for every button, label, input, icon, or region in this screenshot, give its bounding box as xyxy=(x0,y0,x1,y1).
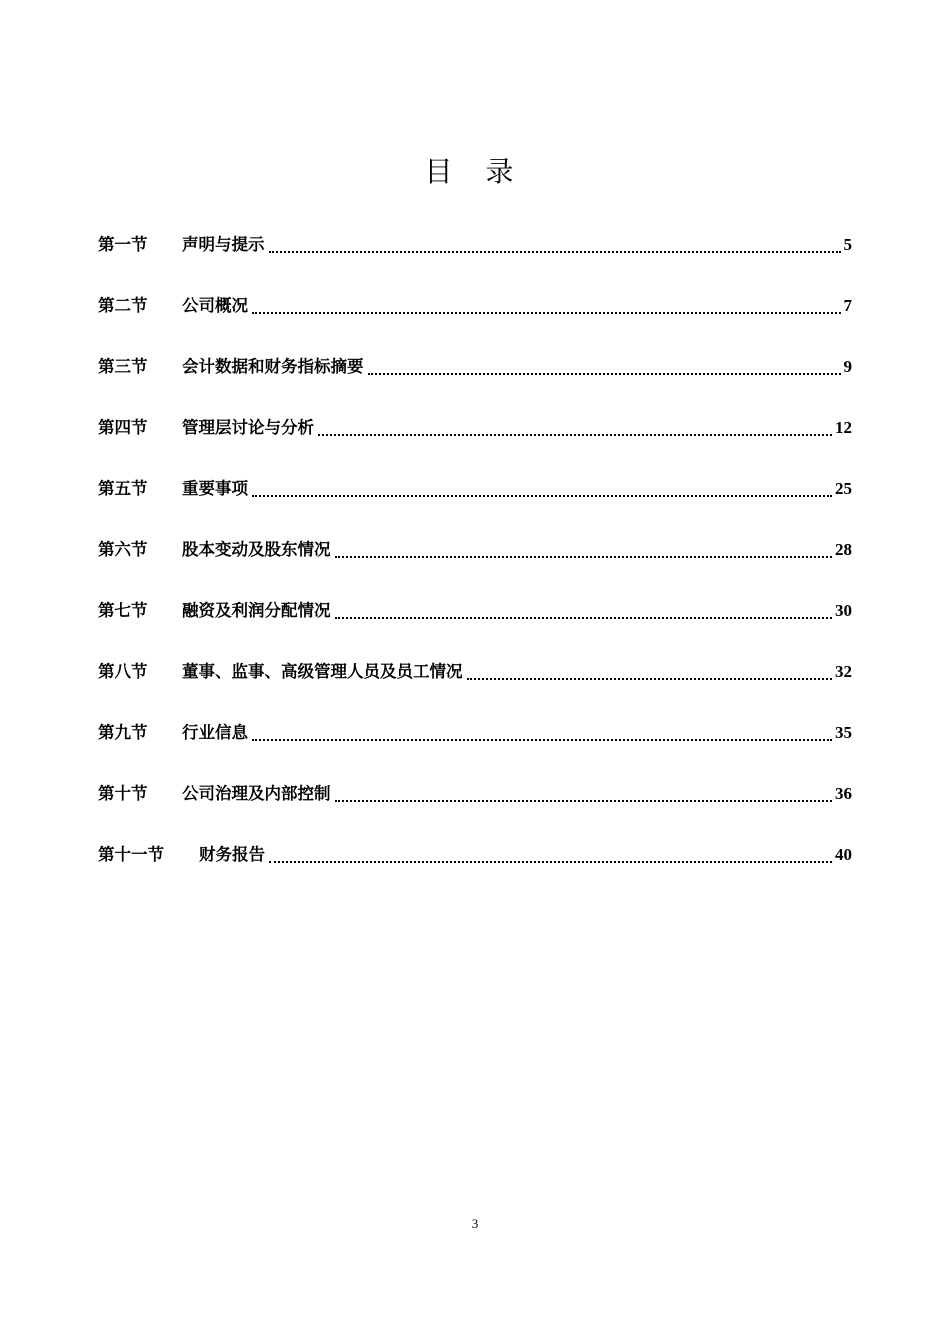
toc-section-label: 第八节 xyxy=(98,662,148,681)
toc-section-name: 声明与提示 xyxy=(182,235,265,254)
toc-section-label: 第五节 xyxy=(98,479,148,498)
toc-section-label: 第七节 xyxy=(98,601,148,620)
toc-section-name: 公司概况 xyxy=(182,296,248,315)
toc-entry[interactable] xyxy=(98,350,852,411)
toc-dot-leader xyxy=(335,594,833,628)
toc-dot-leader xyxy=(368,350,841,384)
toc-dot-leader xyxy=(269,838,832,872)
toc-page-number: 28 xyxy=(835,540,852,559)
toc-title: 目 录 xyxy=(424,155,526,188)
toc-page-number: 12 xyxy=(835,418,852,437)
toc-entry[interactable] xyxy=(98,594,852,655)
toc-dot-leader xyxy=(335,777,833,811)
toc-dot-leader xyxy=(269,228,841,262)
toc-entry[interactable] xyxy=(98,289,852,350)
toc-entry[interactable] xyxy=(98,655,852,716)
toc-page-number: 30 xyxy=(835,601,852,620)
toc-section-label: 第十节 xyxy=(98,784,148,803)
toc-dot-leader xyxy=(467,655,833,689)
toc-section-name: 会计数据和财务指标摘要 xyxy=(182,357,364,376)
toc-page-number: 40 xyxy=(835,845,852,864)
toc-section-label: 第六节 xyxy=(98,540,148,559)
toc-section-label: 第一节 xyxy=(98,235,148,254)
toc-entry[interactable] xyxy=(98,228,852,289)
toc-entry[interactable] xyxy=(98,411,852,472)
toc-entry[interactable] xyxy=(98,472,852,533)
toc-page-number: 9 xyxy=(843,357,852,376)
toc-page-number: 7 xyxy=(843,296,852,315)
toc-dot-leader xyxy=(335,533,833,567)
toc-dot-leader xyxy=(318,411,832,445)
toc-section-name: 董事、监事、高级管理人员及员工情况 xyxy=(182,662,463,681)
toc-section-label: 第四节 xyxy=(98,418,148,437)
toc-section-name: 股本变动及股东情况 xyxy=(182,540,331,559)
toc-section-label: 第三节 xyxy=(98,357,148,376)
toc-section-name: 融资及利润分配情况 xyxy=(182,601,331,620)
toc-entry[interactable] xyxy=(98,716,852,777)
toc-section-name: 行业信息 xyxy=(182,723,248,742)
toc-page-number: 36 xyxy=(835,784,852,803)
toc-page-number: 32 xyxy=(835,662,852,681)
toc-page-number: 35 xyxy=(835,723,852,742)
toc-section-name: 财务报告 xyxy=(199,845,265,864)
toc-entry[interactable] xyxy=(98,838,852,899)
toc-dot-leader xyxy=(252,716,832,750)
toc-section-label: 第九节 xyxy=(98,723,148,742)
toc-dot-leader xyxy=(252,472,832,506)
toc-page-number: 25 xyxy=(835,479,852,498)
page-number: 3 xyxy=(471,1216,479,1231)
toc-section-label: 第十一节 xyxy=(98,845,164,864)
toc-section-name: 管理层讨论与分析 xyxy=(182,418,314,437)
toc-entry[interactable] xyxy=(98,533,852,594)
toc-dot-leader xyxy=(252,289,841,323)
toc-entry[interactable] xyxy=(98,777,852,838)
toc-section-name: 公司治理及内部控制 xyxy=(182,784,331,803)
toc-list xyxy=(98,228,852,899)
toc-section-name: 重要事项 xyxy=(182,479,248,498)
toc-section-label: 第二节 xyxy=(98,296,148,315)
toc-page-number: 5 xyxy=(843,235,852,254)
